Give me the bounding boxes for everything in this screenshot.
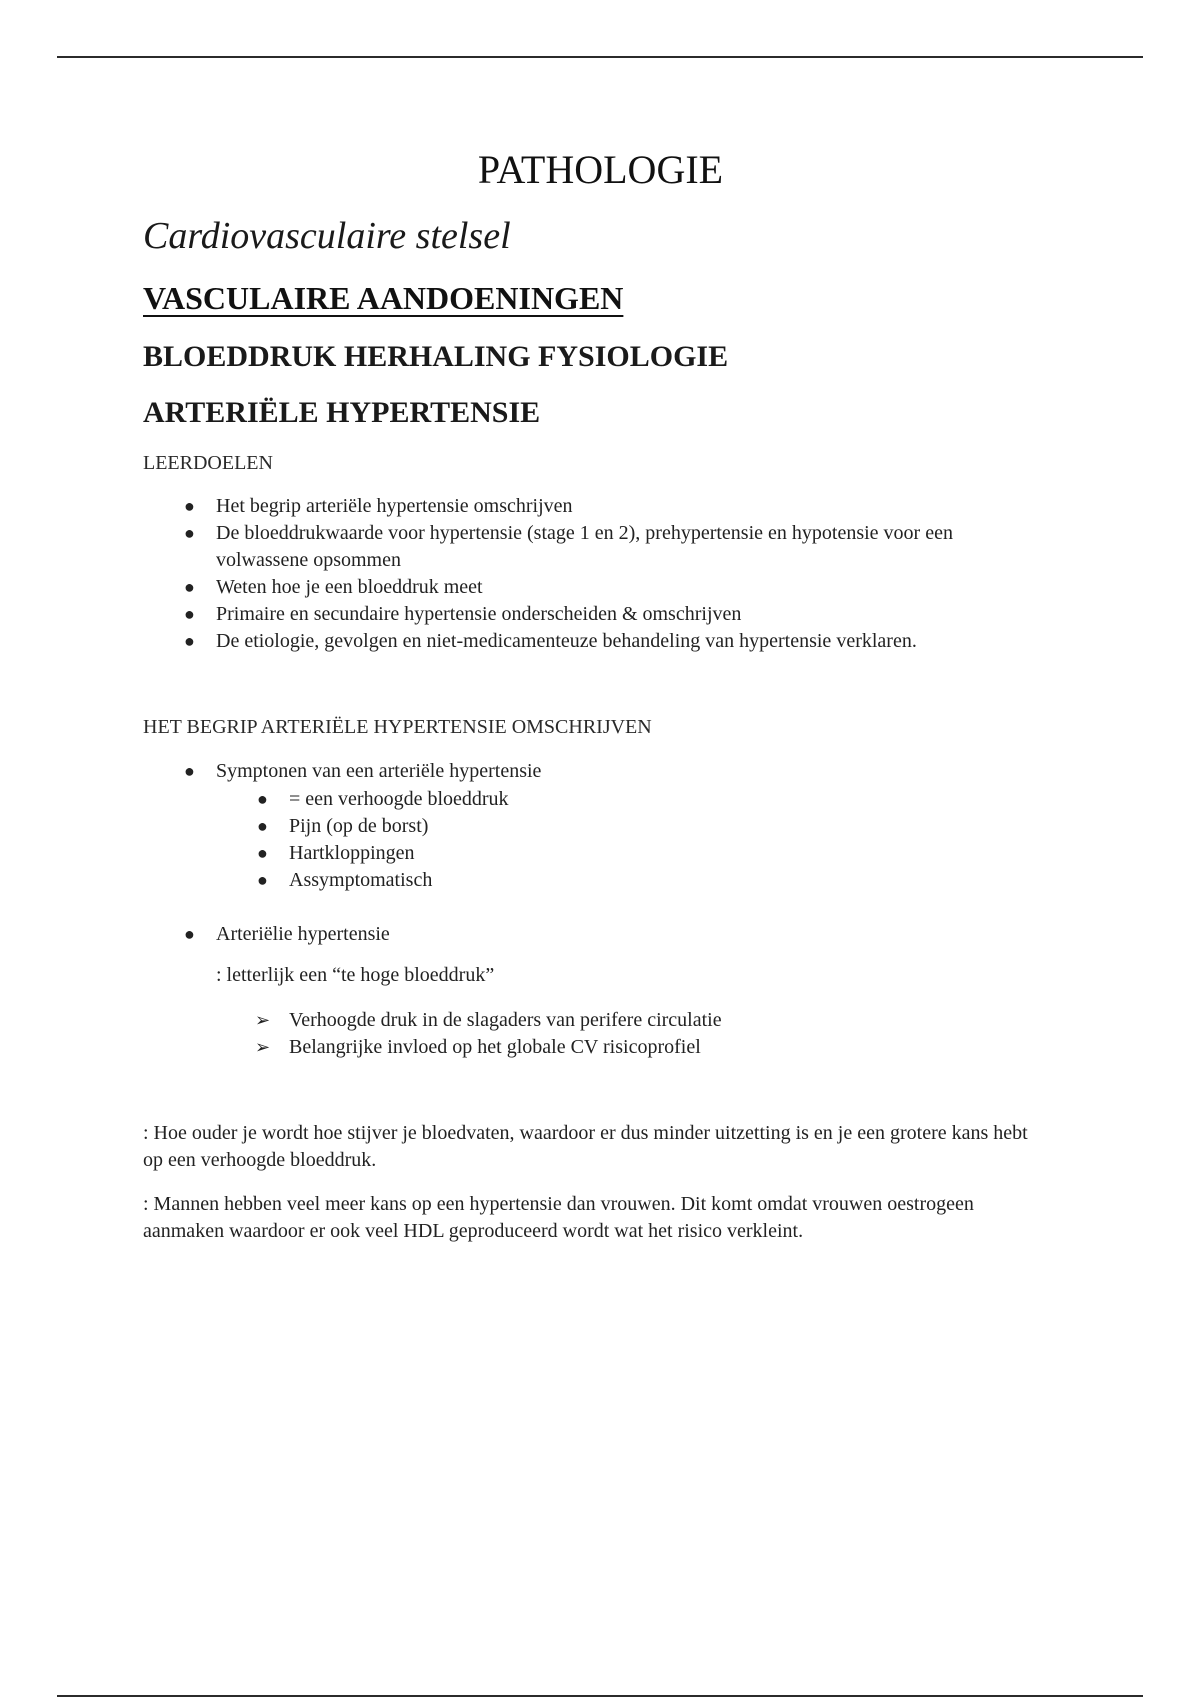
symptoms-list bbox=[257, 786, 989, 894]
paragraph-gender: : Mannen hebben veel meer kans op een hypertensie dan vrouwen. Dit komt omdat vrouwen oestrogeen aanmaken waardoor er ook veel HDL geproduceerd wordt wat het risico verkleint. bbox=[143, 1193, 974, 1242]
heading-leerdoelen: LEERDOELEN bbox=[143, 452, 273, 474]
paragraph-age: : Hoe ouder je wordt hoe stijver je bloedvaten, waardoor er dus minder uitzetting is en je een grotere kans hebt op een verhoogde bloeddruk. bbox=[143, 1122, 1028, 1171]
list-item: ● Assymptomatisch bbox=[289, 867, 989, 894]
bullet-icon: ● bbox=[184, 523, 195, 543]
heading-begrip-omschrijven: HET BEGRIP ARTERIËLE HYPERTENSIE OMSCHRIJVEN bbox=[143, 716, 652, 738]
list-item: ● Arteriëlie hypertensie bbox=[216, 921, 1046, 948]
bullet-icon: ● bbox=[184, 924, 195, 944]
arrow-bullet-icon: ➢ bbox=[255, 1037, 271, 1057]
hypertensie-section bbox=[184, 921, 1046, 948]
bottom-rule bbox=[57, 1695, 1143, 1697]
list-item: ● Weten hoe je een bloeddruk meet bbox=[216, 574, 1046, 601]
arrow-bullet-icon: ➢ bbox=[255, 1010, 271, 1030]
list-item: ● Het begrip arteriële hypertensie omschrijven bbox=[216, 493, 1046, 520]
heading-bloeddruk-herhaling: BLOEDDRUK HERHALING FYSIOLOGIE bbox=[143, 340, 729, 373]
symptoms-section bbox=[184, 758, 1046, 785]
list-item-continuation: volwassene opsommen bbox=[216, 549, 401, 571]
hypertensie-definition: : letterlijk een “te hoge bloeddruk” bbox=[216, 964, 495, 986]
bullet-icon: ● bbox=[184, 761, 195, 781]
leerdoelen-list bbox=[184, 493, 1046, 655]
list-item: ➢ Verhoogde druk in de slagaders van perifere circulatie bbox=[289, 1007, 989, 1034]
list-item: ● Primaire en secundaire hypertensie onderscheiden & omschrijven bbox=[216, 601, 1046, 628]
bullet-icon: ● bbox=[257, 843, 268, 863]
bullet-icon: ● bbox=[257, 789, 268, 809]
top-rule bbox=[57, 56, 1143, 58]
heading-vasculaire-aandoeningen: VASCULAIRE AANDOENINGEN bbox=[143, 280, 624, 316]
list-item: ● Symptonen van een arteriële hypertensie bbox=[216, 758, 1046, 785]
list-item: ● De bloeddrukwaarde voor hypertensie (stage 1 en 2), prehypertensie en hypotensie voor een bbox=[216, 520, 1046, 547]
document-subtitle: Cardiovasculaire stelsel bbox=[143, 215, 511, 257]
bullet-icon: ● bbox=[184, 631, 195, 651]
bullet-icon: ● bbox=[257, 870, 268, 890]
list-item: ● Pijn (op de borst) bbox=[289, 813, 989, 840]
list-item: ● = een verhoogde bloeddruk bbox=[289, 786, 989, 813]
list-item: ➢ Belangrijke invloed op het globale CV risicoprofiel bbox=[289, 1034, 989, 1061]
heading-arteriele-hypertensie: ARTERIËLE HYPERTENSIE bbox=[143, 396, 541, 429]
bullet-icon: ● bbox=[184, 577, 195, 597]
list-item: ● De etiologie, gevolgen en niet-medicamenteuze behandeling van hypertensie verklaren. bbox=[216, 628, 1046, 655]
bullet-icon: ● bbox=[257, 816, 268, 836]
bullet-icon: ● bbox=[184, 496, 195, 516]
hypertensie-details bbox=[255, 1007, 989, 1061]
list-item: ● Hartkloppingen bbox=[289, 840, 989, 867]
document-title: PATHOLOGIE bbox=[477, 147, 724, 192]
bullet-icon: ● bbox=[184, 604, 195, 624]
